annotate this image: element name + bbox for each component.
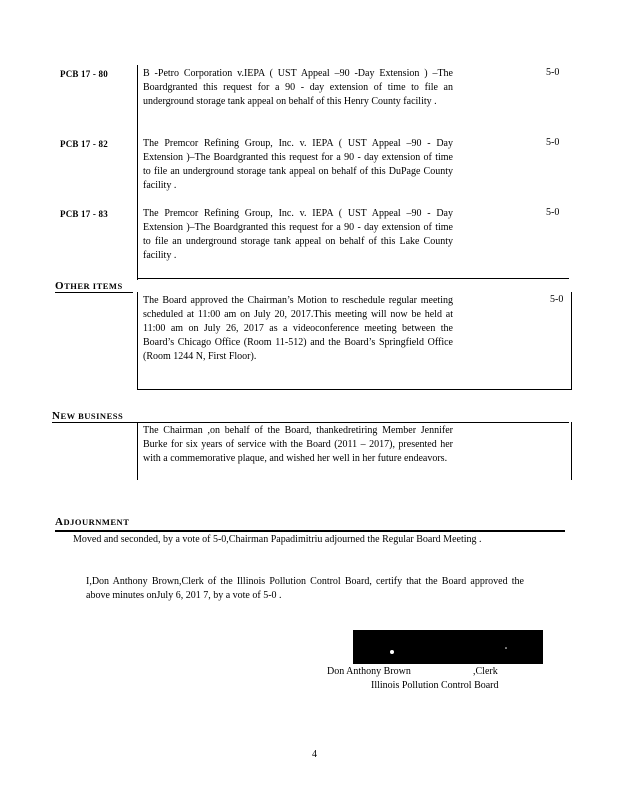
other-items-vote: 5-0 [550,294,564,305]
docket-number: PCB 17 - 83 [60,209,108,219]
signatory-organization: Illinois Pollution Control Board [371,680,499,691]
other-items-heading-rule [55,292,133,293]
certification-text: I,Don Anthony Brown,Clerk of the Illinois Pollution Control Board, certify that the Board approved the above minutes onJuly 6, 201 7, by a vote of 5-0 . [86,576,524,601]
adjournment-text: Moved and seconded, by a vote of 5-0,Chairman Papadimitriu adjourned the Regular Board Meeting . [73,534,482,545]
heading-rest: THER ITEMS [64,281,123,291]
docket-number: PCB 17 - 82 [60,139,108,149]
adjournment-rule [55,530,565,532]
heading-initial: A [55,516,64,528]
page-number: 4 [312,749,317,760]
section-heading-adjournment [55,516,129,528]
case-summary: The Premcor Refining Group, Inc. v. IEPA ( UST Appeal –90 - Day Extension )–The Boardgranted this request for a 90 - day extension of time to file an underground storage tank appeal on behalf of this Lake County facility . [143,208,453,261]
docket-number: PCB 17 - 80 [60,69,108,79]
new-business-text: The Chairman ,on behalf of the Board, thankedretiring Member Jennifer Burke for six years of service with the Board (2011 – 2017), presented her with a commemorative plaque, and wished her well in her future endeavors. [143,425,453,464]
cases-divider [137,65,138,280]
signature-mark-icon [353,630,543,664]
vote-count: 5-0 [546,67,560,78]
other-items-right-border [571,292,572,390]
redacted-signature [353,630,543,664]
heading-rest: DJOURNMENT [63,517,130,527]
new-business-right-border [571,422,572,480]
vote-count: 5-0 [546,207,560,218]
other-items-bottom-rule [137,389,572,390]
other-items-left-border [137,292,138,389]
case-summary: B -Petro Corporation v.IEPA ( UST Appeal –90 -Day Extension ) –The Boardgranted this request for a 90 - day extension of time to file an underground storage tank appeal on behalf of this Henry County facility . [143,68,453,107]
case-summary: The Premcor Refining Group, Inc. v. IEPA ( UST Appeal –90 - Day Extension )–The Boardgranted this request for a 90 - day extension of time to file an underground storage tank appeal on behalf of this DuPage County facility . [143,138,453,191]
signatory-title: ,Clerk [473,666,498,677]
new-business-left-border [137,422,138,480]
other-items-text: The Board approved the Chairman’s Motion to reschedule regular meeting scheduled at 11:00 am on July 20, 2017.This meeting will now be held at 11:00 am on July 26, 2017 as a videoconference meeting between the Board’s Chicago Office (Room 11-512) and the Board’s Springfield Office (Room 1244 N, First Floor). [143,295,453,362]
heading-initial: O [55,280,65,292]
heading-initial: N [52,410,61,422]
signatory-name: Don Anthony Brown [327,666,411,677]
heading-rest: EW BUSINESS [60,411,124,421]
section-heading-other-items [55,280,123,292]
vote-count: 5-0 [546,137,560,148]
new-business-heading-rule [52,422,569,423]
section-heading-new-business [52,410,123,422]
cases-bottom-rule [137,278,569,279]
